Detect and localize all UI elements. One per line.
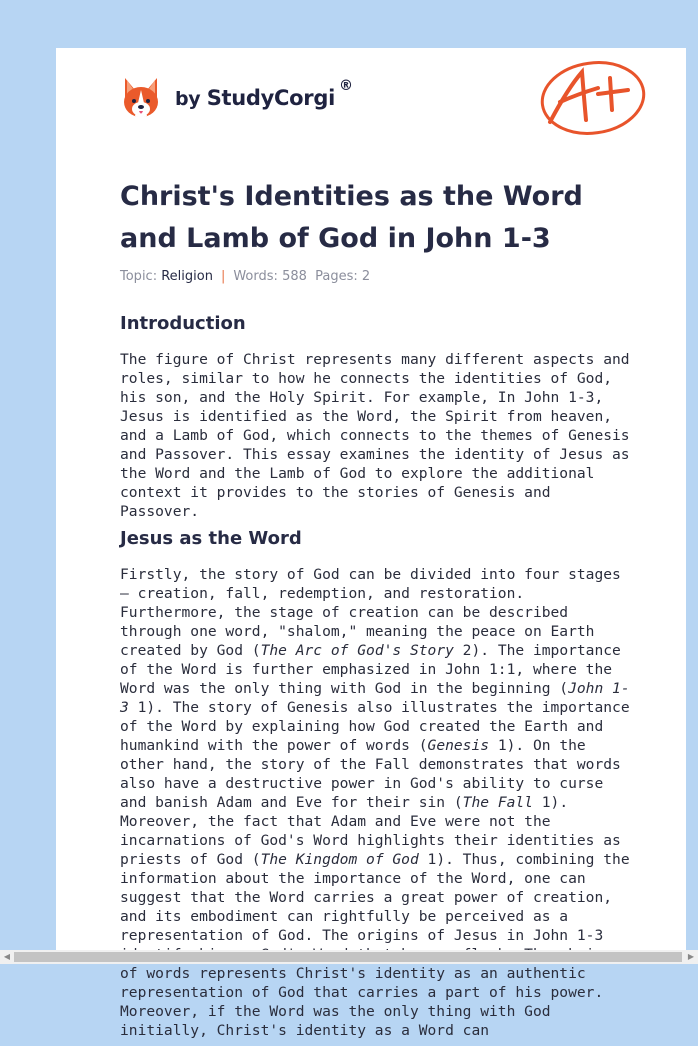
citation-arc-of-gods-story: The Arc of God's Story	[260, 642, 454, 659]
section-heading-jesus-as-the-word: Jesus as the Word	[120, 528, 302, 549]
citation-genesis: Genesis	[427, 737, 490, 754]
essay-title: Christ's Identities as the Word and Lamb of God in John 1-3	[120, 181, 583, 254]
scroll-right-arrow-icon[interactable]: ▶	[687, 952, 695, 961]
scrollbar-thumb[interactable]	[14, 952, 682, 962]
document-page	[56, 48, 686, 1039]
citation-the-fall: The Fall	[462, 794, 533, 811]
words-count: 588	[282, 269, 307, 284]
horizontal-scrollbar[interactable]	[0, 950, 698, 964]
section-heading-introduction: Introduction	[120, 313, 246, 334]
citation-john-1-3: John 1-3	[120, 680, 630, 716]
a-plus-grade-icon	[538, 58, 648, 140]
topic-label: Topic:	[120, 269, 158, 284]
words-label: Words:	[233, 269, 278, 284]
corgi-logo-icon	[121, 76, 161, 120]
paragraph-introduction: The figure of Christ represents many different aspects and roles, similar to how he connects the identities of God, his son, and the Holy Spirit. For example, In John 1-3, Jesus is identified as the Word, the Spirit from heaven, and a Lamb of God, which connects to the themes of Genesis and Passover. This essay examines the identity of Jesus as the Word and the Lamb of God to explore the additional context it provides to the stories of Genesis and Passover.	[120, 351, 630, 520]
citation-kingdom-of-god: The Kingdom of God	[260, 851, 419, 868]
pages-label: Pages:	[315, 269, 358, 284]
topic-link[interactable]: Religion	[161, 269, 213, 284]
brand-name: by StudyCorgi ®	[175, 78, 353, 110]
essay-body	[120, 312, 632, 1046]
essay-meta	[120, 269, 370, 284]
pages-count: 2	[361, 269, 371, 284]
paragraph-jesus-as-the-word: Firstly, the story of God can be divided into four stages – creation, fall, redemption, and restoration. Furthermore, the stage of creation can be described through one word, "shalom," meaning the peace on Earth created by God (The Arc of God's Story 2). The importance of the Word is further emphasized in John 1:1, where the Word was the only thing with God in the beginning (John 1-3 1). The story of Genesis also illustrates the importance of the Word by explaining how God created the Earth and humankind with the power of words (Genesis 1). On the other hand, the story of the Fall demonstrates that words also have a destructive power in God's ability to curse and banish Adam and Eve for their sin (The Fall 1). Moreover, the fact that Adam and Eve were not the incarnations of God's Word highlights their identities as priests of God (The Kingdom of God 1). Thus, combining the information about the importance of the Word, one can suggest that the Word carries a great power of creation, and its embodiment can rightfully be perceived as a representation of God. The origins of Jesus in John 1-3 of words represents Christ's identity as an authentic representation of God that carries a part of his power. Moreover, if the Word was the only thing with God initially, Christ's identity as a Word can	[120, 566, 630, 1039]
scroll-left-arrow-icon[interactable]: ◀	[3, 952, 11, 961]
meta-separator: |	[220, 269, 226, 284]
studycorgi-brand[interactable]	[121, 76, 353, 120]
